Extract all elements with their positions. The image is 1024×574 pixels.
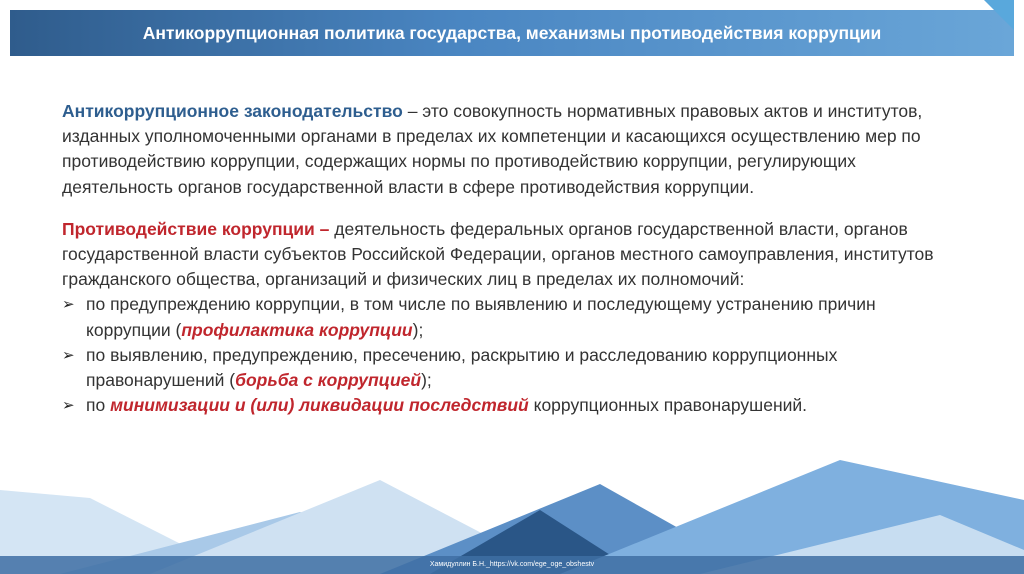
list-item-text-end: коррупционных правонарушений.	[528, 395, 808, 416]
list-item-text: по выявлению, предупреждению, пресечению, раскрытию и расследованию коррупционных правонарушений (	[86, 344, 838, 391]
list-item	[62, 343, 952, 393]
definition-legislation-text: – это совокупность нормативных правовых актов и институтов, изданных уполномоченными органами в пределах их компетенции и касающихся осуществлению мер по противодействию коррупции, содержащих нормы по противодействию коррупции, регулирующих деятельность органов государственной власти в сфере противодействия коррупции.	[62, 101, 923, 197]
counteraction-list	[62, 292, 952, 418]
arrow-bullet-icon: ➢	[62, 296, 75, 314]
list-item-text: по предупреждению коррупции, в том числе по выявлению и последующему устранению причин коррупции (	[86, 294, 876, 340]
footer-credit: Хамидуллин Б.Н._https://vk.com/ege_oge_obshestv	[429, 561, 595, 568]
definition-counteraction-text: деятельность федеральных органов государственной власти, органов государственной власти субъектов Российской Федерации, органов местного самоуправления, институтов гражданского общества, организаций и физических лиц в пределах их полномочий:	[62, 218, 934, 290]
decorative-mountains	[0, 460, 1024, 574]
term-legislation: Антикоррупционное законодательство	[62, 101, 403, 121]
list-item-text-end: );	[412, 319, 424, 340]
title-bar	[10, 10, 1014, 56]
term-counteraction: Противодействие коррупции –	[62, 218, 330, 239]
list-item-text: по	[86, 395, 111, 416]
corner-accent	[984, 0, 1014, 30]
arrow-bullet-icon: ➢	[62, 346, 75, 364]
slide-title: Антикоррупционная политика государства, механизмы противодействия коррупции	[142, 22, 882, 43]
list-item-emphasis: минимизации и (или) ликвидации последствий	[110, 395, 529, 416]
slide-content	[62, 99, 952, 418]
definition-legislation	[62, 99, 952, 200]
list-item-emphasis: борьба с коррупцией	[235, 370, 422, 391]
definition-counteraction	[62, 217, 952, 293]
list-item-emphasis: профилактика коррупции	[181, 319, 413, 340]
list-item	[62, 292, 952, 342]
list-item	[62, 393, 952, 418]
arrow-bullet-icon: ➢	[62, 397, 75, 415]
list-item-text-end: );	[421, 370, 432, 391]
